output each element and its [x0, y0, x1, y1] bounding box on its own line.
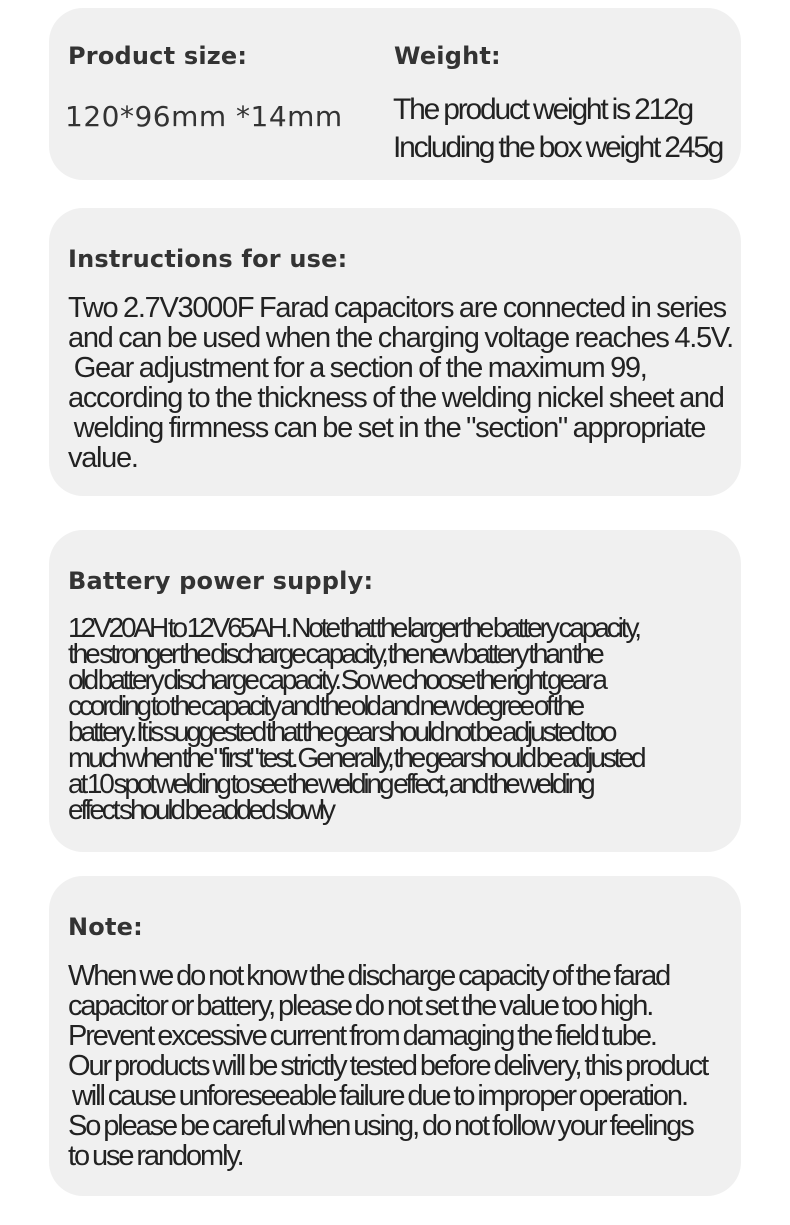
battery-heading: Battery power supply:	[68, 567, 374, 595]
note-text	[68, 961, 707, 1171]
instructions-line: according to the thickness of the welding nickel sheet and	[68, 382, 724, 414]
weight-line: The product weight is 212g	[393, 93, 693, 126]
note-line: So please be careful when using, do not follow your feelings	[68, 1110, 693, 1142]
instructions-card	[49, 208, 741, 496]
instructions-line: value.	[68, 442, 138, 474]
instructions-line: welding firmness can be set in the "section" appropriate	[68, 412, 706, 444]
product-size-value: 120*96mm *14mm	[65, 100, 343, 133]
battery-line: effect should be added slowly	[68, 794, 333, 825]
note-line: will cause unforeseeable failure due to improper operation.	[68, 1080, 687, 1112]
weight-line: Including the box weight 245g	[393, 131, 723, 164]
instructions-line: and can be used when the charging voltage reaches 4.5V.	[68, 322, 733, 354]
battery-line: 12V20AH to 12V65AH. Note that the larger the battery capacity,	[68, 612, 639, 643]
product-size-heading: Product size:	[68, 42, 248, 70]
note-card	[49, 876, 741, 1196]
battery-line: at 10 spot welding to see the welding effect, and the welding	[68, 768, 593, 799]
product-specs-card	[49, 8, 741, 180]
instructions-line: Two 2.7V3000F Farad capacitors are connected in series	[68, 292, 726, 324]
battery-card	[49, 530, 741, 852]
instructions-text	[68, 293, 733, 473]
battery-line: much when the "first" test. Generally, the gear should be adjusted	[68, 742, 644, 773]
battery-text	[68, 612, 644, 825]
note-heading: Note:	[68, 913, 143, 941]
note-line: When we do not know the discharge capacity of the farad	[68, 960, 670, 992]
weight-heading: Weight:	[394, 42, 501, 70]
instructions-line: Gear adjustment for a section of the maximum 99,	[68, 352, 647, 384]
battery-line: battery. It is suggested that the gear should not be adjusted too	[68, 716, 615, 747]
instructions-heading: Instructions for use:	[68, 245, 348, 273]
note-line: capacitor or battery, please do not set the value too high.	[68, 990, 653, 1022]
battery-line: ccording to the capacity and the old and new degree of the	[68, 690, 583, 721]
battery-line: the stronger the discharge capacity, the new battery than the	[68, 638, 602, 669]
note-line: to use randomly.	[68, 1140, 243, 1172]
battery-line: old battery discharge capacity. So we choose the right gear a	[68, 664, 605, 695]
weight-text	[393, 91, 722, 167]
note-line: Our products will be strictly tested before delivery, this product	[68, 1050, 708, 1082]
note-line: Prevent excessive current from damaging the field tube.	[68, 1020, 656, 1052]
